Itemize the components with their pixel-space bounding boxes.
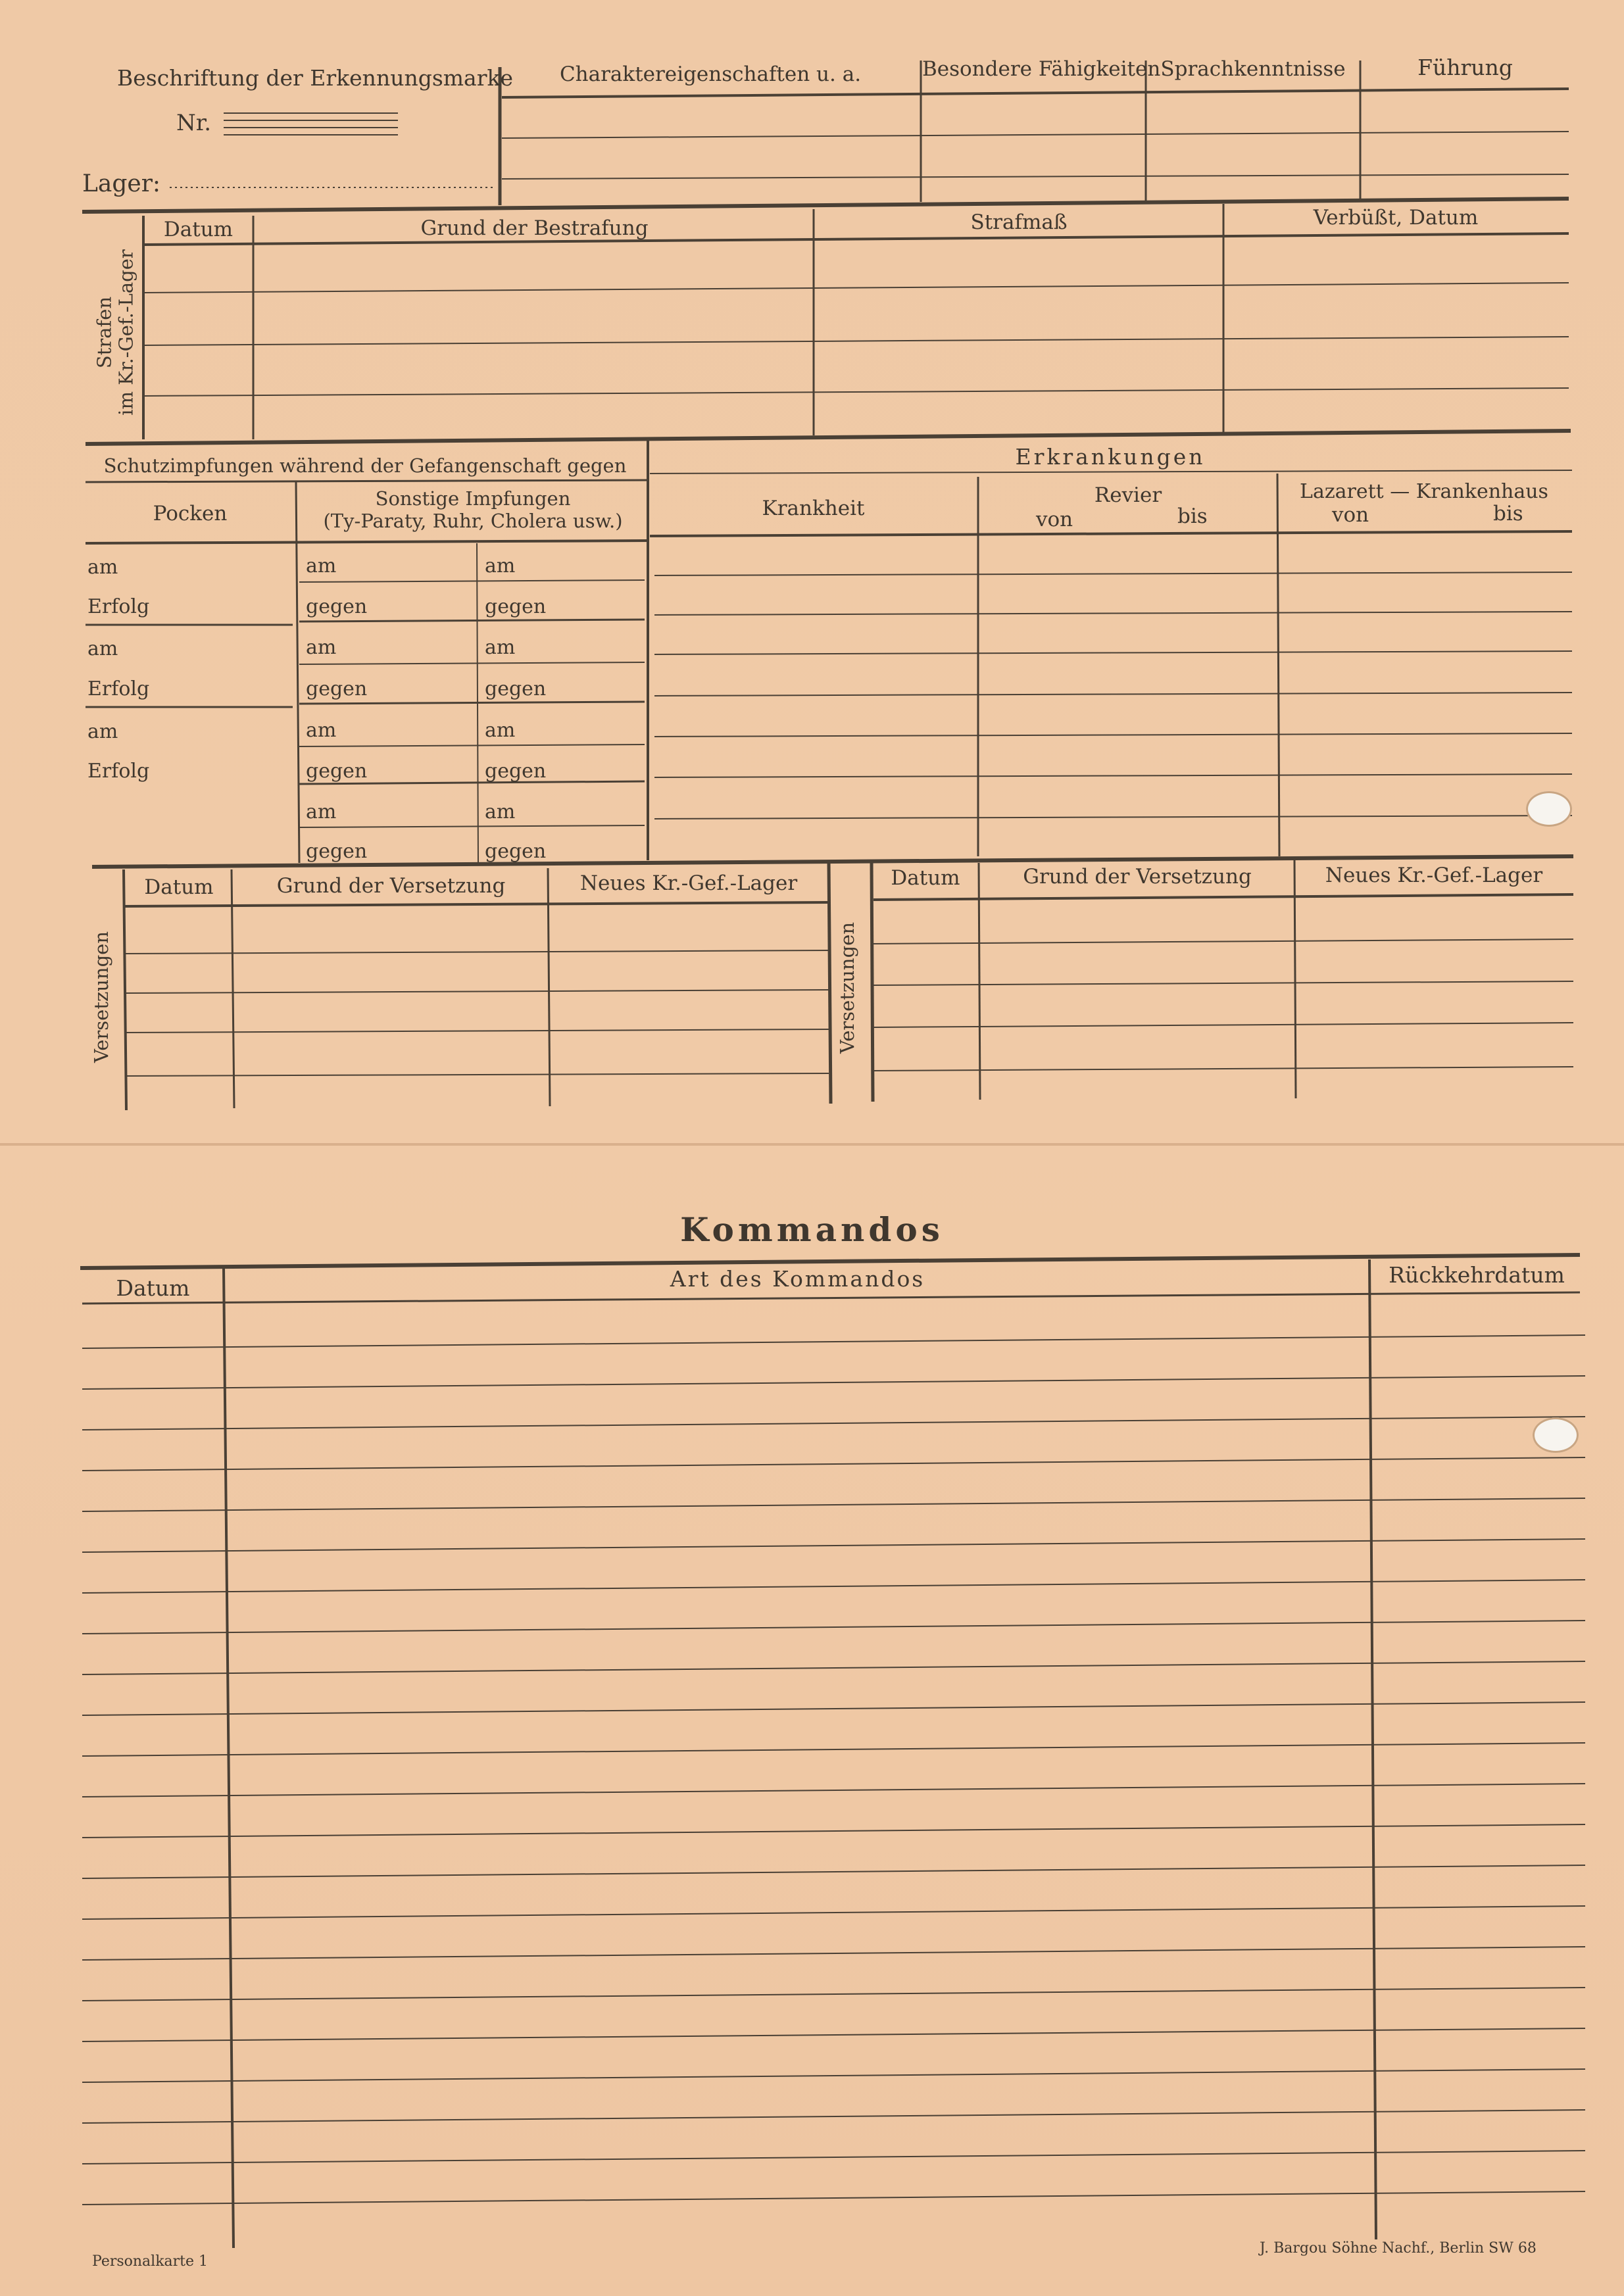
strafen-col-grund: Grund der Bestrafung xyxy=(420,216,649,240)
sonstige-label-line1: Sonstige Impfungen xyxy=(375,487,571,510)
revier-von-label: von xyxy=(1036,508,1073,531)
paper-fold-crease xyxy=(0,1143,1624,1146)
strafen-col-verbuesst: Verbüßt, Datum xyxy=(1313,206,1479,230)
strafen-col-datum: Datum xyxy=(163,218,234,241)
sonstige-row-b: am xyxy=(485,636,516,659)
strafen-side-label-line2: im Kr.-Gef.-Lager xyxy=(114,249,137,416)
lazarett-bis-label: bis xyxy=(1493,502,1523,525)
pocken-row: Erfolg xyxy=(87,677,150,700)
col-fuehrung: Führung xyxy=(1417,55,1513,80)
sonstige-row-a: gegen xyxy=(306,595,368,618)
lazarett-label: Lazarett — Krankenhaus xyxy=(1300,480,1548,503)
footer-form-number: Personalkarte 1 xyxy=(92,2253,209,2270)
punch-hole xyxy=(1533,1417,1579,1453)
versetzungen-right-col-grund: Grund der Versetzung xyxy=(1023,865,1252,889)
versetzungen-side-label-right: Versetzungen xyxy=(836,921,858,1054)
sonstige-row-b: gegen xyxy=(485,677,547,700)
kommandos-col-datum: Datum xyxy=(116,1275,190,1301)
versetzungen-left-col-datum: Datum xyxy=(144,875,214,899)
sonstige-label-line2: (Ty-Paraty, Ruhr, Cholera usw.) xyxy=(323,510,623,532)
nr-label: Nr. xyxy=(176,110,212,136)
col-sprachkenntnisse: Sprachkenntnisse xyxy=(1160,57,1346,81)
versetzungen-left-col-lager: Neues Kr.-Gef.-Lager xyxy=(579,871,798,895)
pocken-row: am xyxy=(87,556,118,579)
kommandos-col-art: Art des Kommandos xyxy=(670,1266,925,1292)
pocken-row: am xyxy=(87,720,118,743)
punch-hole xyxy=(1526,791,1572,827)
versetzungen-right-col-datum: Datum xyxy=(891,866,960,890)
strafen-side-label-line1: Strafen xyxy=(93,296,116,369)
sonstige-row-a: gegen xyxy=(306,760,368,783)
sonstige-row-a: gegen xyxy=(306,677,368,700)
col-besondere-faehigkeiten: Besondere Fähigkeiten xyxy=(922,57,1161,81)
sonstige-row-b: am xyxy=(485,719,516,742)
strafen-col-strafmass: Strafmaß xyxy=(970,210,1068,234)
col-charaktereigenschaften: Charaktereigenschaften u. a. xyxy=(559,62,862,86)
versetzungen-right-col-lager: Neues Kr.-Gef.-Lager xyxy=(1325,864,1543,887)
kommandos-col-rueckkehrdatum: Rückkehrdatum xyxy=(1389,1262,1565,1288)
revier-bis-label: bis xyxy=(1177,504,1208,528)
sonstige-row-b: gegen xyxy=(485,595,547,618)
versetzungen-side-label-left: Versetzungen xyxy=(90,931,112,1063)
erkrankungen-title: Erkrankungen xyxy=(1015,444,1206,470)
sonstige-row-a: am xyxy=(306,636,337,659)
pocken-label: Pocken xyxy=(153,502,228,525)
sonstige-row-b: am xyxy=(485,800,516,823)
pocken-row: am xyxy=(87,637,118,660)
revier-label: Revier xyxy=(1094,483,1162,507)
pocken-row: Erfolg xyxy=(87,760,150,783)
strafen-side-label xyxy=(94,234,143,431)
sonstige-row-a: am xyxy=(306,554,337,577)
lazarett-von-label: von xyxy=(1332,503,1369,527)
sonstige-row-a: am xyxy=(306,719,337,742)
impfungen-title: Schutzimpfungen während der Gefangenschaft gegen xyxy=(103,454,627,477)
versetzungen-left-col-grund: Grund der Versetzung xyxy=(276,874,506,898)
sonstige-row-b: gegen xyxy=(485,840,547,863)
krankheit-label: Krankheit xyxy=(762,497,865,520)
pocken-row: Erfolg xyxy=(87,595,150,618)
sonstige-row-b: am xyxy=(485,554,516,577)
lager-label: Lager: xyxy=(82,170,161,197)
erkennungsmarke-label: Beschriftung der Erkennungsmarke xyxy=(117,65,514,91)
sonstige-row-b: gegen xyxy=(485,760,547,783)
sonstige-row-a: gegen xyxy=(306,840,368,863)
sonstige-row-a: am xyxy=(306,800,337,823)
kommandos-title: Kommandos xyxy=(680,1210,944,1249)
footer-printer-imprint: J. Bargou Söhne Nachf., Berlin SW 68 xyxy=(1260,2240,1537,2257)
